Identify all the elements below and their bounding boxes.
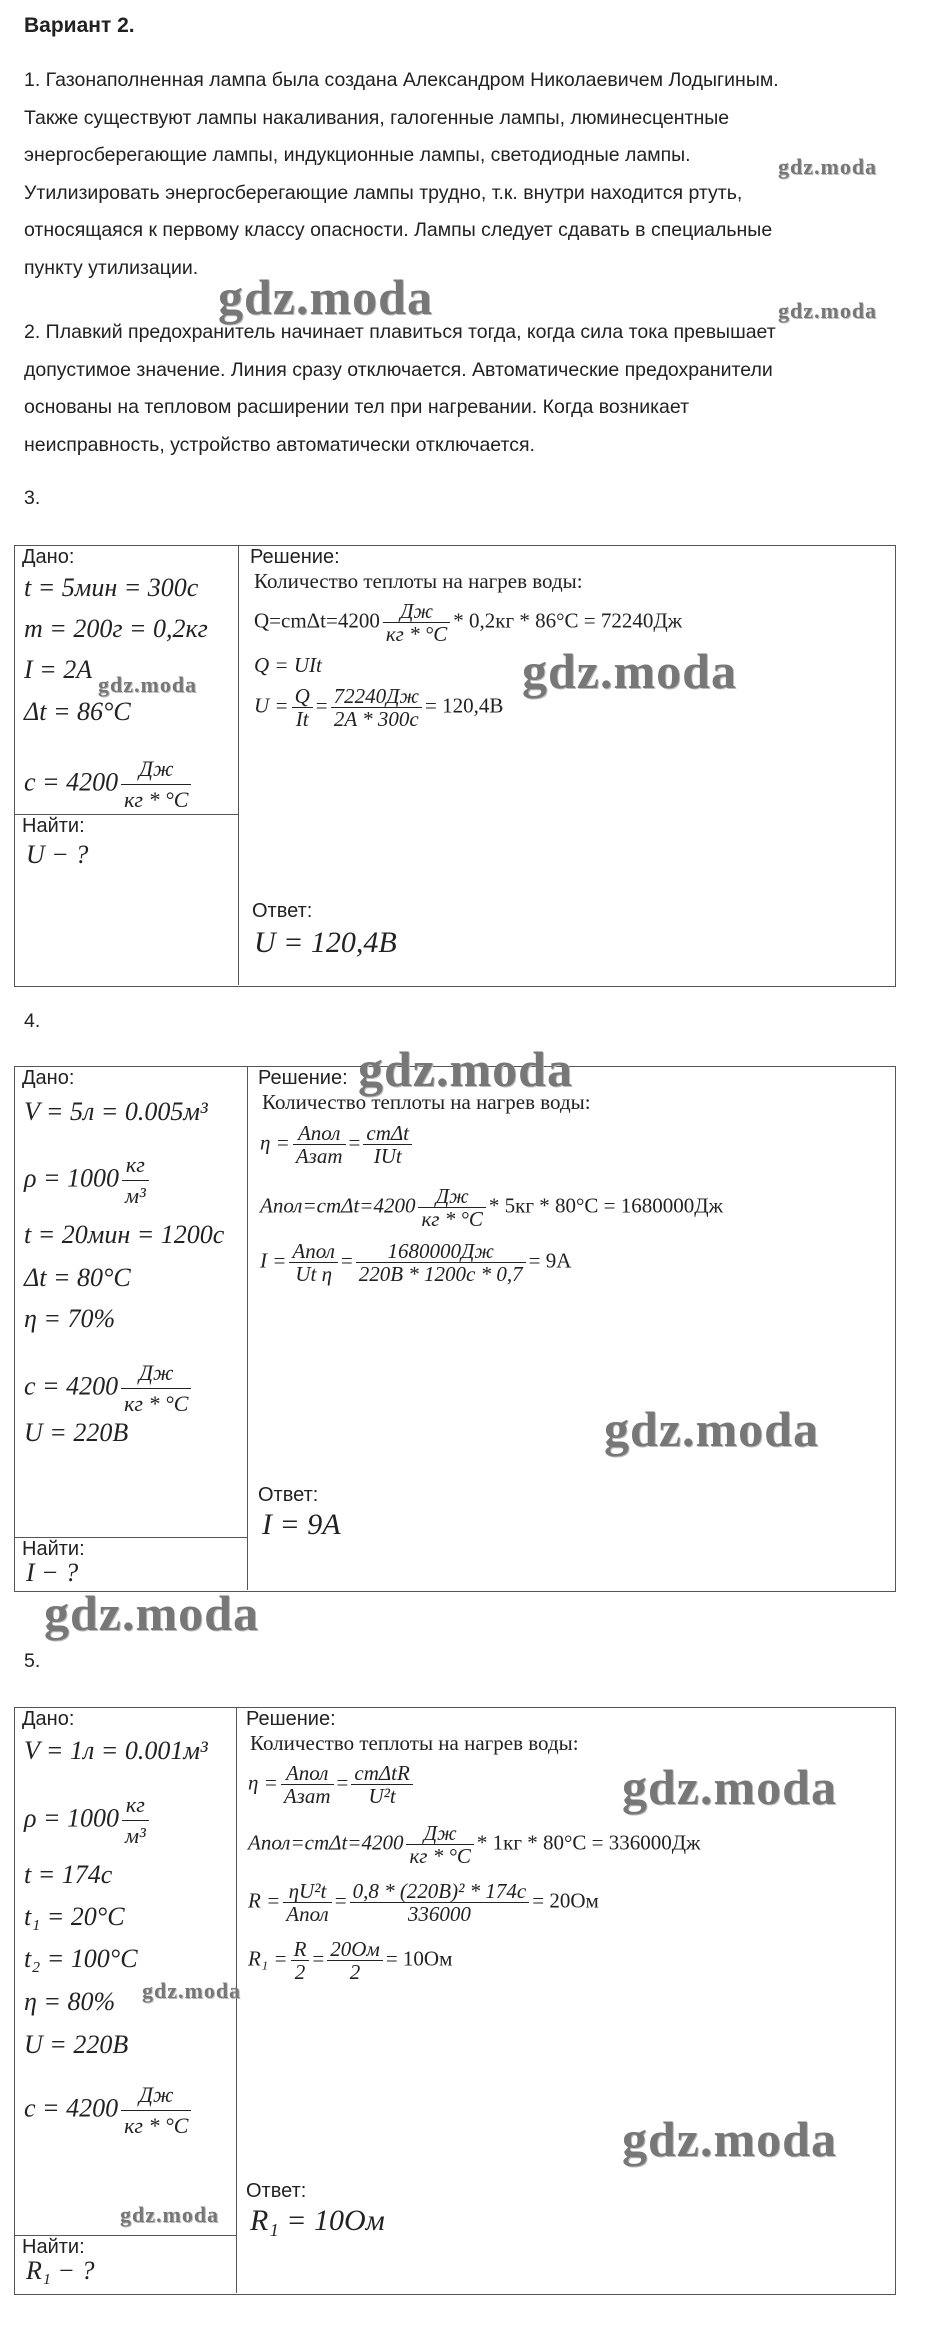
find-item: I − ? bbox=[26, 1558, 79, 1587]
problem-4-table bbox=[14, 1066, 896, 1592]
watermark: gdz.moda bbox=[218, 269, 433, 325]
given-item: c = 4200 $\frac{Дж}{кг * ^\circ C}$ bbox=[24, 1358, 194, 1419]
paragraph-line: 1. Газонаполненная лампа была создана Александром Николаевичем Лодыгиным. bbox=[24, 69, 779, 91]
find-label: Найти: bbox=[22, 1538, 85, 1560]
given-item: U = 220B bbox=[24, 2030, 129, 2059]
problem-number: 4. bbox=[24, 1010, 41, 1032]
given-item: η = 70% bbox=[24, 1304, 116, 1333]
given-item: t = 20мин = 1200с bbox=[24, 1220, 225, 1249]
given-item: η = 80% bbox=[24, 1987, 116, 2016]
find-label: Найти: bbox=[22, 815, 85, 837]
solution-step: Q = UIt bbox=[254, 653, 322, 677]
solution-step: R₁ = $\frac{R}{2}$ = $\frac{20Ом}{2}$ = 10Ом bbox=[248, 1937, 453, 1984]
watermark: gdz.moda bbox=[142, 1978, 242, 2003]
watermark: gdz.moda bbox=[98, 672, 198, 697]
watermark: gdz.moda bbox=[622, 2111, 837, 2167]
paragraph-line: основаны на тепловом расширении тел при нагревании. Когда возникает bbox=[24, 396, 690, 418]
table-divider bbox=[247, 1066, 248, 1590]
answer-label: Ответ: bbox=[252, 900, 313, 922]
given-item: U = 220B bbox=[24, 1418, 129, 1447]
solution-heading: Количество теплоты на нагрев воды: bbox=[250, 1731, 579, 1755]
paragraph-line: допустимое значение. Линия сразу отключается. Автоматические предохранители bbox=[24, 358, 773, 381]
solution-label: Решение: bbox=[250, 546, 340, 568]
problem-number: 5. bbox=[24, 1650, 41, 1672]
solution-step: I = $\frac{\text{Aпол}}{\text{Ut η}}$ = $\frac{1680000Дж}{220В * 1200с * 0,7}$ = 9A bbox=[260, 1239, 572, 1286]
watermark: gdz.moda bbox=[604, 1401, 819, 1457]
given-item: V = 1л = 0.001м³ bbox=[24, 1736, 208, 1765]
solution-heading: Количество теплоты на нагрев воды: bbox=[254, 569, 583, 593]
paragraph-line: относящаяся к первому классу опасности. Лампы следует сдавать в специальные bbox=[24, 219, 773, 241]
watermark: gdz.moda bbox=[778, 154, 878, 179]
watermark: gdz.moda bbox=[44, 1585, 259, 1641]
given-label: Дано: bbox=[22, 1067, 75, 1089]
answer-value: U = 120,4B bbox=[254, 926, 397, 959]
given-item: c = 4200 $\frac{Дж}{кг * ^\circ C}$ bbox=[24, 754, 194, 815]
solution-step: U = $\frac{Q}{It}$ = $\frac{72240Дж}{2A * 300с}$ = 120,4В bbox=[254, 684, 504, 731]
given-item: Δt = 86°C bbox=[24, 697, 131, 726]
given-item: t = 5мин = 300с bbox=[24, 573, 199, 602]
given-item: ρ = 1000 $\frac{кг}{\text{м³}}$ bbox=[24, 1150, 152, 1211]
given-label: Дано: bbox=[22, 546, 75, 568]
answer-value: R₁ = 10Ом bbox=[250, 2204, 385, 2237]
page-title: Вариант 2. bbox=[24, 14, 135, 37]
find-item: R₁ − ? bbox=[26, 2256, 95, 2285]
given-item: I = 2A bbox=[24, 655, 93, 684]
given-item: ρ = 1000 $\frac{кг}{\text{м³}}$ bbox=[24, 1790, 152, 1851]
problem-number: 3. bbox=[24, 487, 41, 509]
watermark: gdz.moda bbox=[622, 1759, 837, 1815]
given-label: Дано: bbox=[22, 1708, 75, 1730]
solution-step: η = $\frac{\text{Aпол}}{\text{Aзат}}$ = $\frac{\text{cmΔt}}{\text{IUt}}$ bbox=[260, 1122, 415, 1167]
answer-label: Ответ: bbox=[258, 1484, 319, 1506]
paragraph-line: Также существуют лампы накаливания, галогенные лампы, люминесцентные bbox=[24, 106, 730, 129]
solution-step: Q=cmΔt=4200 $\frac{Дж}{кг * ^\circ C}$ * 0,2кг * 86°C = 72240Дж bbox=[254, 599, 683, 646]
given-item: t = 174c bbox=[24, 1860, 113, 1889]
paragraph-line: энергосберегающие лампы, индукционные лампы, светодиодные лампы. bbox=[24, 144, 691, 166]
watermark: gdz.moda bbox=[522, 643, 737, 699]
find-label: Найти: bbox=[22, 2236, 85, 2258]
paragraph-line: 2. Плавкий предохранитель начинает плавиться тогда, когда сила тока превышает bbox=[24, 321, 776, 343]
given-item: V = 5л = 0.005м³ bbox=[24, 1097, 208, 1126]
paragraph-2 bbox=[24, 314, 904, 464]
given-item: Δt = 80°C bbox=[24, 1263, 131, 1292]
answer-value: I = 9A bbox=[262, 1508, 341, 1541]
find-item: U − ? bbox=[26, 840, 89, 869]
solution-label: Решение: bbox=[246, 1708, 336, 1730]
solution-step: R = $\frac{\text{ηU²t}}{\text{Aпол}}$ = $\frac{\text{0,8 * (220В)² * 174с}}{336000}$ = 20Ом bbox=[248, 1879, 599, 1926]
given-item: t₁ = 20°C bbox=[24, 1902, 125, 1931]
solution-step: Aпол=cmΔt=4200 $\frac{Дж}{кг * ^\circ C}$ * 5кг * 80°C = 1680000Дж bbox=[260, 1184, 724, 1231]
paragraph-line: пункту утилизации. bbox=[24, 256, 199, 279]
given-item: c = 4200 $\frac{Дж}{кг * ^\circ C}$ bbox=[24, 2080, 194, 2141]
solution-step: Aпол=cmΔt=4200 $\frac{Дж}{кг * ^\circ C}$ * 1кг * 80°C = 336000Дж bbox=[248, 1821, 701, 1868]
paragraph-line: Утилизировать энергосберегающие лампы трудно, т.к. внутри находится ртуть, bbox=[24, 181, 743, 204]
watermark: gdz.moda bbox=[120, 2202, 220, 2227]
table-divider bbox=[238, 545, 239, 985]
watermark: gdz.moda bbox=[778, 298, 878, 323]
solution-step: η = $\frac{\text{Aпол}}{\text{Aзат}}$ = $\frac{\text{cmΔtR}}{\text{U²t}}$ bbox=[248, 1762, 416, 1807]
solution-label: Решение: bbox=[258, 1067, 348, 1089]
solution-heading: Количество теплоты на нагрев воды: bbox=[262, 1090, 591, 1114]
watermark: gdz.moda bbox=[358, 1041, 573, 1097]
answer-label: Ответ: bbox=[246, 2180, 307, 2202]
paragraph-1 bbox=[24, 62, 904, 287]
paragraph-line: неисправность, устройство автоматически отключается. bbox=[24, 433, 535, 456]
given-item: m = 200г = 0,2кг bbox=[24, 614, 208, 643]
given-item: t₂ = 100°C bbox=[24, 1944, 138, 1973]
